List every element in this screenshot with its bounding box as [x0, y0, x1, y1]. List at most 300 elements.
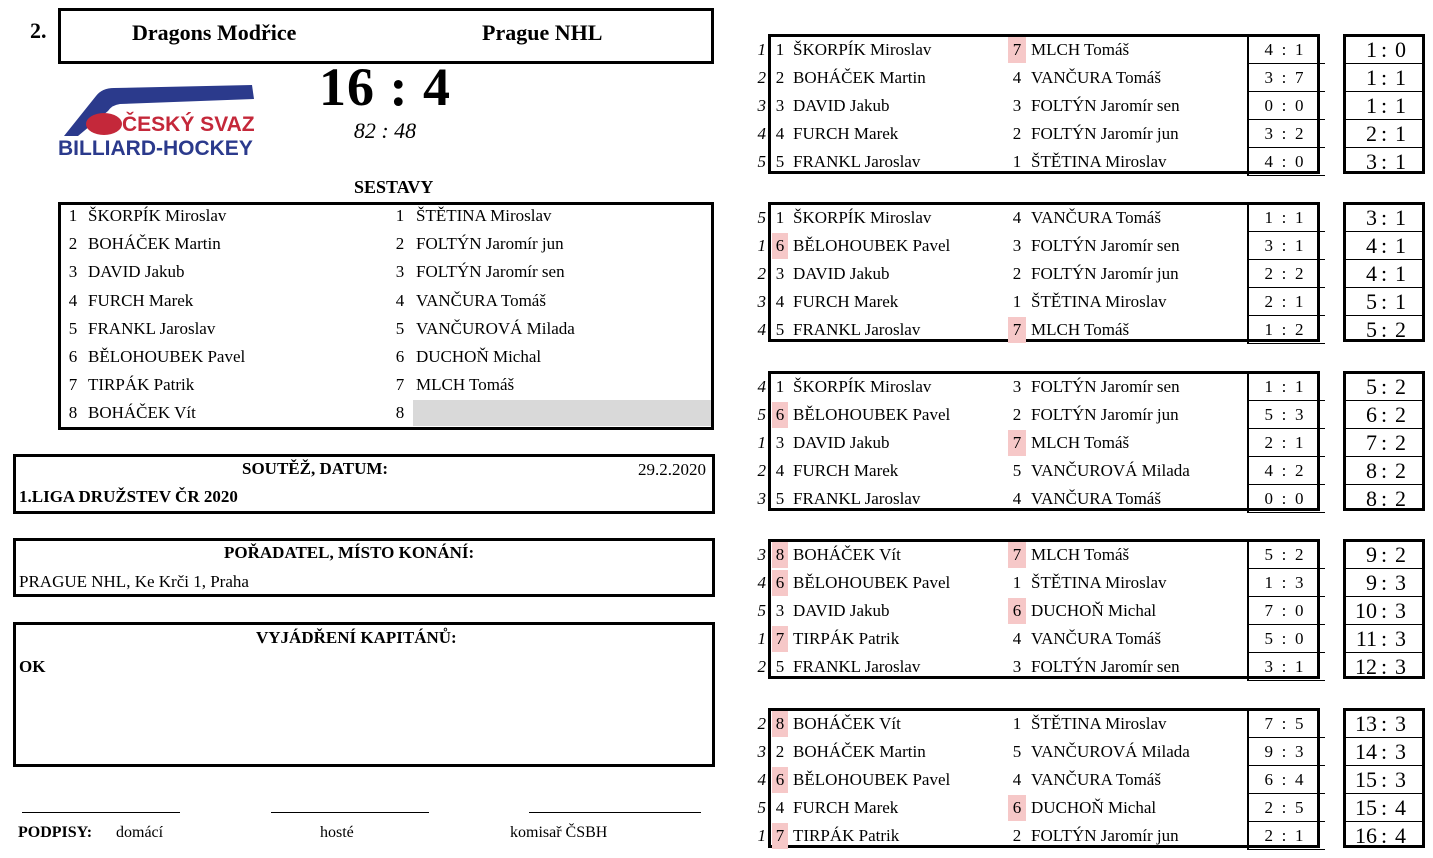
running-score-cell	[1343, 710, 1425, 738]
game-score-home: 1	[1264, 208, 1273, 227]
running-score-away: 3	[1395, 598, 1406, 624]
running-score-cell	[1343, 373, 1425, 401]
match-row	[0, 232, 1433, 260]
match-row	[0, 64, 1433, 92]
running-score-separator: :	[1380, 739, 1388, 765]
captains-statement: OK	[19, 657, 46, 676]
running-score-cell	[1343, 597, 1425, 625]
lineup-player-name: BOHÁČEK Vít	[88, 403, 196, 423]
away-player-name: FOLTÝN Jaromír jun	[1031, 405, 1179, 425]
away-player-name: ŠTĚTINA Miroslav	[1031, 573, 1167, 593]
match-order-index: 5	[757, 601, 766, 621]
match-order-index: 3	[757, 742, 766, 762]
lineup-player-number: 3	[395, 262, 405, 282]
running-score-cell	[1343, 401, 1425, 429]
match-row	[0, 597, 1433, 625]
away-player-number: 6	[1008, 598, 1026, 624]
match-row	[0, 653, 1433, 681]
game-score-cell	[1247, 373, 1325, 401]
away-player-number: 7	[1008, 542, 1026, 568]
home-player-name: FRANKL Jaroslav	[793, 320, 921, 340]
running-score-cell	[1343, 36, 1425, 64]
away-player-number: 2	[1012, 405, 1022, 425]
game-score-cell	[1247, 260, 1325, 288]
game-score-home: 5	[1264, 629, 1273, 649]
game-score-separator: :	[1281, 798, 1287, 818]
lineup-player-name: FURCH Marek	[88, 290, 194, 310]
goal-score: 82 : 48	[353, 118, 417, 143]
game-score-home: 0	[1264, 96, 1273, 116]
lineup-player-number: 2	[395, 234, 405, 254]
away-player-name: MLCH Tomáš	[1031, 40, 1130, 59]
away-player-name: VANČURA Tomáš	[1031, 208, 1161, 227]
game-score-separator: :	[1281, 236, 1287, 256]
away-player-number: 4	[1012, 208, 1022, 227]
home-player-name: TIRPÁK Patrik	[793, 629, 900, 649]
game-score-home: 2	[1264, 292, 1273, 312]
lineup-player-name: DAVID Jakub	[88, 262, 185, 282]
running-score-cell	[1343, 64, 1425, 92]
away-player-name: ŠTĚTINA Miroslav	[1031, 292, 1167, 312]
signature-guest-label: hosté	[320, 824, 354, 841]
running-score-away: 1	[1395, 149, 1406, 175]
home-player-number: 1	[775, 208, 785, 227]
running-score-separator: :	[1380, 149, 1388, 175]
running-score-home: 4	[1366, 233, 1377, 259]
game-score-separator: :	[1281, 208, 1287, 227]
game-score-home: 4	[1264, 461, 1273, 481]
game-score-separator: :	[1281, 742, 1287, 762]
running-score-cell	[1343, 288, 1425, 316]
running-score-away: 3	[1395, 739, 1406, 765]
running-score-cell	[1343, 232, 1425, 260]
game-score-separator: :	[1281, 68, 1287, 88]
running-score-separator: :	[1380, 570, 1388, 596]
running-score-away: 3	[1395, 570, 1406, 596]
game-score-separator: :	[1281, 40, 1287, 59]
game-score-away: 2	[1295, 461, 1304, 481]
away-player-name: MLCH Tomáš	[1031, 433, 1130, 453]
game-score-cell	[1247, 457, 1325, 485]
match-order-index: 5	[757, 208, 766, 227]
home-player-number: 5	[775, 320, 785, 340]
match-order-index: 3	[757, 545, 766, 564]
lineup-player-name: VANČUROVÁ Milada	[416, 318, 575, 338]
running-score-separator: :	[1380, 654, 1388, 680]
game-score-away: 3	[1295, 405, 1304, 425]
game-score-cell	[1247, 485, 1325, 513]
home-player-number: 7	[772, 823, 788, 849]
lineup-player-number: 6	[395, 347, 405, 366]
match-order-index: 1	[757, 826, 766, 846]
game-score-away: 2	[1295, 320, 1304, 340]
home-player-name: BOHÁČEK Vít	[793, 545, 901, 564]
home-player-number: 5	[775, 489, 785, 509]
running-score-home: 15	[1355, 767, 1377, 793]
lineup-player-number: 8	[68, 403, 78, 423]
game-score-cell	[1247, 148, 1325, 176]
match-order-index: 4	[757, 320, 766, 340]
away-player-name: MLCH Tomáš	[1031, 320, 1130, 340]
game-score-home: 7	[1264, 714, 1273, 733]
away-player-number: 3	[1012, 236, 1022, 256]
running-score-home: 15	[1355, 795, 1377, 821]
running-score-separator: :	[1380, 711, 1388, 736]
home-player-name: FURCH Marek	[793, 798, 899, 818]
game-score-separator: :	[1281, 264, 1287, 284]
away-player-number: 7	[1008, 317, 1026, 343]
running-score-away: 1	[1395, 65, 1406, 91]
home-player-name: DAVID Jakub	[793, 96, 890, 116]
match-row	[0, 401, 1433, 429]
running-score-cell	[1343, 120, 1425, 148]
running-score-separator: :	[1380, 374, 1388, 399]
running-score-separator: :	[1380, 121, 1388, 147]
signature-home-label: domácí	[116, 824, 164, 841]
home-player-name: FRANKL Jaroslav	[793, 489, 921, 509]
running-score-away: 2	[1395, 542, 1406, 567]
match-row	[0, 36, 1433, 64]
game-score-separator: :	[1281, 714, 1287, 733]
away-player-number: 3	[1012, 377, 1022, 396]
running-score-home: 6	[1366, 402, 1377, 428]
game-score-away: 2	[1295, 124, 1304, 144]
running-score-cell	[1343, 738, 1425, 766]
game-score-separator: :	[1281, 770, 1287, 790]
lineup-player-name: FOLTÝN Jaromír sen	[416, 262, 565, 282]
game-score-away: 1	[1295, 826, 1304, 846]
competition-title: SOUTĚŽ, DATUM:	[242, 459, 389, 478]
home-player-number: 6	[772, 570, 788, 596]
running-score-home: 13	[1355, 711, 1377, 736]
game-score-cell	[1247, 653, 1325, 681]
game-score-away: 1	[1295, 40, 1304, 59]
away-player-name: VANČURA Tomáš	[1031, 629, 1161, 649]
home-player-number: 8	[772, 542, 788, 568]
final-score: 16 : 4	[319, 57, 451, 117]
lineup-player-number: 5	[68, 318, 78, 338]
running-score-home: 8	[1366, 486, 1377, 512]
match-row	[0, 625, 1433, 653]
lineup-home-row	[63, 343, 245, 371]
home-player-number: 8	[772, 711, 788, 737]
away-player-number: 5	[1012, 742, 1022, 762]
away-player-name: FOLTÝN Jaromír jun	[1031, 124, 1179, 144]
running-score-home: 5	[1366, 317, 1377, 343]
away-player-number: 6	[1008, 795, 1026, 821]
home-player-name: BĚLOHOUBEK Pavel	[793, 573, 951, 593]
game-score-cell	[1247, 541, 1325, 569]
lineup-player-number: 3	[68, 262, 78, 282]
home-player-name: ŠKORPÍK Miroslav	[793, 40, 932, 59]
game-score-home: 1	[1264, 320, 1273, 340]
running-score-home: 2	[1366, 121, 1377, 147]
game-score-home: 2	[1264, 264, 1273, 284]
competition-date: 29.2.2020	[638, 460, 706, 479]
running-score-separator: :	[1380, 93, 1388, 119]
running-score-separator: :	[1380, 486, 1388, 512]
game-score-home: 3	[1264, 124, 1273, 144]
game-score-separator: :	[1281, 573, 1287, 593]
match-row	[0, 316, 1433, 344]
running-score-separator: :	[1380, 317, 1388, 343]
game-score-home: 3	[1264, 236, 1273, 256]
lineup-player-number: 6	[68, 347, 78, 366]
running-score-cell	[1343, 92, 1425, 120]
lineup-player-name: ŠKORPÍK Miroslav	[88, 206, 227, 225]
running-score-away: 2	[1395, 486, 1406, 512]
game-score-away: 5	[1295, 714, 1304, 733]
running-score-separator: :	[1380, 289, 1388, 315]
running-score-away: 3	[1395, 654, 1406, 680]
game-score-home: 5	[1264, 405, 1273, 425]
home-player-number: 4	[775, 798, 785, 818]
lineup-player-number: 7	[395, 375, 405, 395]
home-player-name: DAVID Jakub	[793, 433, 890, 453]
running-score-home: 1	[1366, 65, 1377, 91]
running-score-home: 5	[1366, 289, 1377, 315]
game-score-away: 7	[1295, 68, 1304, 88]
running-score-cell	[1343, 569, 1425, 597]
lineup-player-name: BOHÁČEK Martin	[88, 234, 221, 254]
running-score-home: 11	[1355, 626, 1377, 652]
lineups-title: SESTAVY	[354, 177, 434, 197]
game-score-home: 3	[1264, 68, 1273, 88]
lineup-player-number: 8	[395, 403, 405, 423]
match-row	[0, 710, 1433, 738]
match-order-index: 1	[757, 629, 766, 649]
round-number: 2.	[30, 18, 47, 43]
away-player-name: VANČURA Tomáš	[1031, 489, 1161, 509]
game-score-cell	[1247, 569, 1325, 597]
running-score-cell	[1343, 766, 1425, 794]
game-score-cell	[1247, 794, 1325, 822]
away-player-number: 5	[1012, 461, 1022, 481]
game-score-away: 2	[1295, 545, 1304, 564]
game-score-cell	[1247, 822, 1325, 850]
running-score-home: 1	[1366, 93, 1377, 119]
home-player-number: 1	[775, 40, 785, 59]
away-player-name: DUCHOŇ Michal	[1031, 798, 1157, 818]
match-order-index: 5	[757, 405, 766, 425]
running-score-home: 5	[1366, 374, 1377, 399]
home-player-number: 5	[775, 152, 785, 172]
game-score-home: 5	[1264, 545, 1273, 564]
running-score-cell	[1343, 541, 1425, 569]
running-score-separator: :	[1380, 458, 1388, 484]
away-player-number: 4	[1012, 629, 1022, 649]
game-score-cell	[1247, 204, 1325, 232]
lineup-player-name: ŠTĚTINA Miroslav	[416, 206, 552, 225]
game-score-cell	[1247, 738, 1325, 766]
lineup-player-name: TIRPÁK Patrik	[88, 375, 195, 395]
running-score-home: 3	[1366, 205, 1377, 230]
home-player-number: 3	[775, 433, 785, 453]
match-order-index: 4	[757, 377, 766, 396]
game-score-separator: :	[1281, 96, 1287, 116]
away-player-name: MLCH Tomáš	[1031, 545, 1130, 564]
away-player-number: 3	[1012, 657, 1022, 677]
game-score-cell	[1247, 597, 1325, 625]
home-player-number: 7	[772, 626, 788, 652]
game-score-home: 3	[1264, 657, 1273, 677]
away-team-name: Prague NHL	[482, 20, 603, 45]
match-order-index: 2	[757, 461, 766, 481]
lineup-player-name: DUCHOŇ Michal	[416, 347, 542, 366]
running-score-separator: :	[1380, 823, 1388, 849]
running-score-separator: :	[1380, 261, 1388, 287]
running-score-away: 2	[1395, 458, 1406, 484]
game-score-cell	[1247, 232, 1325, 260]
game-score-separator: :	[1281, 377, 1287, 396]
game-score-cell	[1247, 429, 1325, 457]
match-order-index: 2	[757, 264, 766, 284]
home-player-name: BOHÁČEK Martin	[793, 68, 926, 88]
away-player-name: DUCHOŇ Michal	[1031, 601, 1157, 621]
running-score-home: 14	[1355, 739, 1377, 765]
away-player-name: FOLTÝN Jaromír sen	[1031, 96, 1180, 116]
running-score-home: 16	[1355, 823, 1377, 849]
running-score-away: 2	[1395, 430, 1406, 456]
match-row	[0, 766, 1433, 794]
running-score-away: 3	[1395, 711, 1406, 736]
away-player-name: FOLTÝN Jaromír jun	[1031, 264, 1179, 284]
game-score-home: 2	[1264, 826, 1273, 846]
game-score-away: 0	[1295, 489, 1304, 509]
match-row	[0, 485, 1433, 513]
match-order-index: 2	[757, 657, 766, 677]
away-player-number: 4	[1012, 770, 1022, 790]
lineup-player-name: MLCH Tomáš	[416, 375, 515, 395]
lineup-player-name: VANČURA Tomáš	[416, 290, 546, 310]
match-row	[0, 92, 1433, 120]
away-player-name: VANČUROVÁ Milada	[1031, 742, 1190, 762]
running-score-cell	[1343, 625, 1425, 653]
home-player-number: 6	[772, 233, 788, 259]
home-team-name: Dragons Modřice	[132, 20, 297, 45]
game-score-home: 2	[1264, 798, 1273, 818]
game-score-away: 0	[1295, 629, 1304, 649]
away-player-name: ŠTĚTINA Miroslav	[1031, 714, 1167, 733]
match-row	[0, 120, 1433, 148]
game-score-home: 4	[1264, 40, 1273, 59]
away-player-number: 4	[1012, 68, 1022, 88]
running-score-separator: :	[1380, 430, 1388, 456]
home-player-name: BOHÁČEK Martin	[793, 742, 926, 762]
lineup-player-name: FOLTÝN Jaromír jun	[416, 234, 564, 254]
away-player-number: 7	[1008, 37, 1026, 63]
running-score-home: 9	[1366, 570, 1377, 596]
game-score-cell	[1247, 316, 1325, 344]
game-score-away: 1	[1295, 657, 1304, 677]
game-score-separator: :	[1281, 433, 1287, 453]
home-player-number: 1	[775, 377, 785, 396]
game-score-cell	[1247, 766, 1325, 794]
home-player-number: 3	[775, 96, 785, 116]
captains-title: VYJÁDŘENÍ KAPITÁNŮ:	[256, 628, 457, 647]
home-player-number: 2	[775, 742, 785, 762]
game-score-home: 1	[1264, 573, 1273, 593]
match-order-index: 5	[757, 798, 766, 818]
game-score-separator: :	[1281, 152, 1287, 172]
match-order-index: 4	[757, 124, 766, 144]
running-score-separator: :	[1380, 598, 1388, 624]
game-score-separator: :	[1281, 826, 1287, 846]
running-score-away: 3	[1395, 626, 1406, 652]
home-player-number: 4	[775, 461, 785, 481]
home-player-name: TIRPÁK Patrik	[793, 826, 900, 846]
game-score-separator: :	[1281, 545, 1287, 564]
running-score-cell	[1343, 794, 1425, 822]
lineup-player-number: 1	[395, 206, 405, 225]
match-row	[0, 148, 1433, 176]
home-player-name: BĚLOHOUBEK Pavel	[793, 405, 951, 425]
match-order-index: 3	[757, 96, 766, 116]
match-row	[0, 429, 1433, 457]
running-score-home: 12	[1355, 654, 1377, 680]
match-order-index: 1	[757, 433, 766, 453]
running-score-separator: :	[1380, 65, 1388, 91]
game-score-away: 0	[1295, 96, 1304, 116]
match-row	[0, 204, 1433, 232]
organizer-title: POŘADATEL, MÍSTO KONÁNÍ:	[224, 543, 475, 562]
away-player-name: VANČURA Tomáš	[1031, 770, 1161, 790]
match-row	[0, 822, 1433, 850]
match-order-index: 1	[757, 40, 766, 59]
game-score-away: 4	[1295, 770, 1304, 790]
running-score-away: 4	[1395, 823, 1406, 849]
running-score-home: 10	[1355, 598, 1377, 624]
game-score-cell	[1247, 710, 1325, 738]
match-row	[0, 794, 1433, 822]
running-score-home: 7	[1366, 430, 1377, 456]
running-score-cell	[1343, 429, 1425, 457]
home-player-name: FURCH Marek	[793, 461, 899, 481]
home-player-name: FURCH Marek	[793, 124, 899, 144]
lineup-player-number: 4	[68, 290, 78, 310]
running-score-cell	[1343, 822, 1425, 850]
away-player-number: 7	[1008, 430, 1026, 456]
away-player-name: VANČURA Tomáš	[1031, 68, 1161, 88]
game-score-cell	[1247, 401, 1325, 429]
game-score-separator: :	[1281, 124, 1287, 144]
away-player-number: 1	[1012, 292, 1022, 312]
away-player-number: 4	[1012, 489, 1022, 509]
match-row	[0, 260, 1433, 288]
game-score-home: 4	[1264, 152, 1273, 172]
away-player-number: 2	[1012, 264, 1022, 284]
match-row	[0, 288, 1433, 316]
running-score-away: 1	[1395, 121, 1406, 147]
running-score-cell	[1343, 457, 1425, 485]
home-player-name: FRANKL Jaroslav	[793, 152, 921, 172]
home-player-name: BOHÁČEK Vít	[793, 714, 901, 733]
game-score-away: 0	[1295, 601, 1304, 621]
lineup-player-number: 4	[395, 290, 405, 310]
match-row	[0, 569, 1433, 597]
home-player-number: 3	[775, 601, 785, 621]
match-order-index: 4	[757, 770, 766, 790]
game-score-home: 9	[1264, 742, 1273, 762]
running-score-away: 1	[1395, 93, 1406, 119]
running-score-separator: :	[1380, 205, 1388, 230]
match-row	[0, 541, 1433, 569]
away-player-number: 3	[1012, 96, 1022, 116]
home-player-number: 5	[775, 657, 785, 677]
running-score-separator: :	[1380, 767, 1388, 793]
away-player-number: 2	[1012, 826, 1022, 846]
lineup-player-number: 7	[68, 375, 78, 395]
